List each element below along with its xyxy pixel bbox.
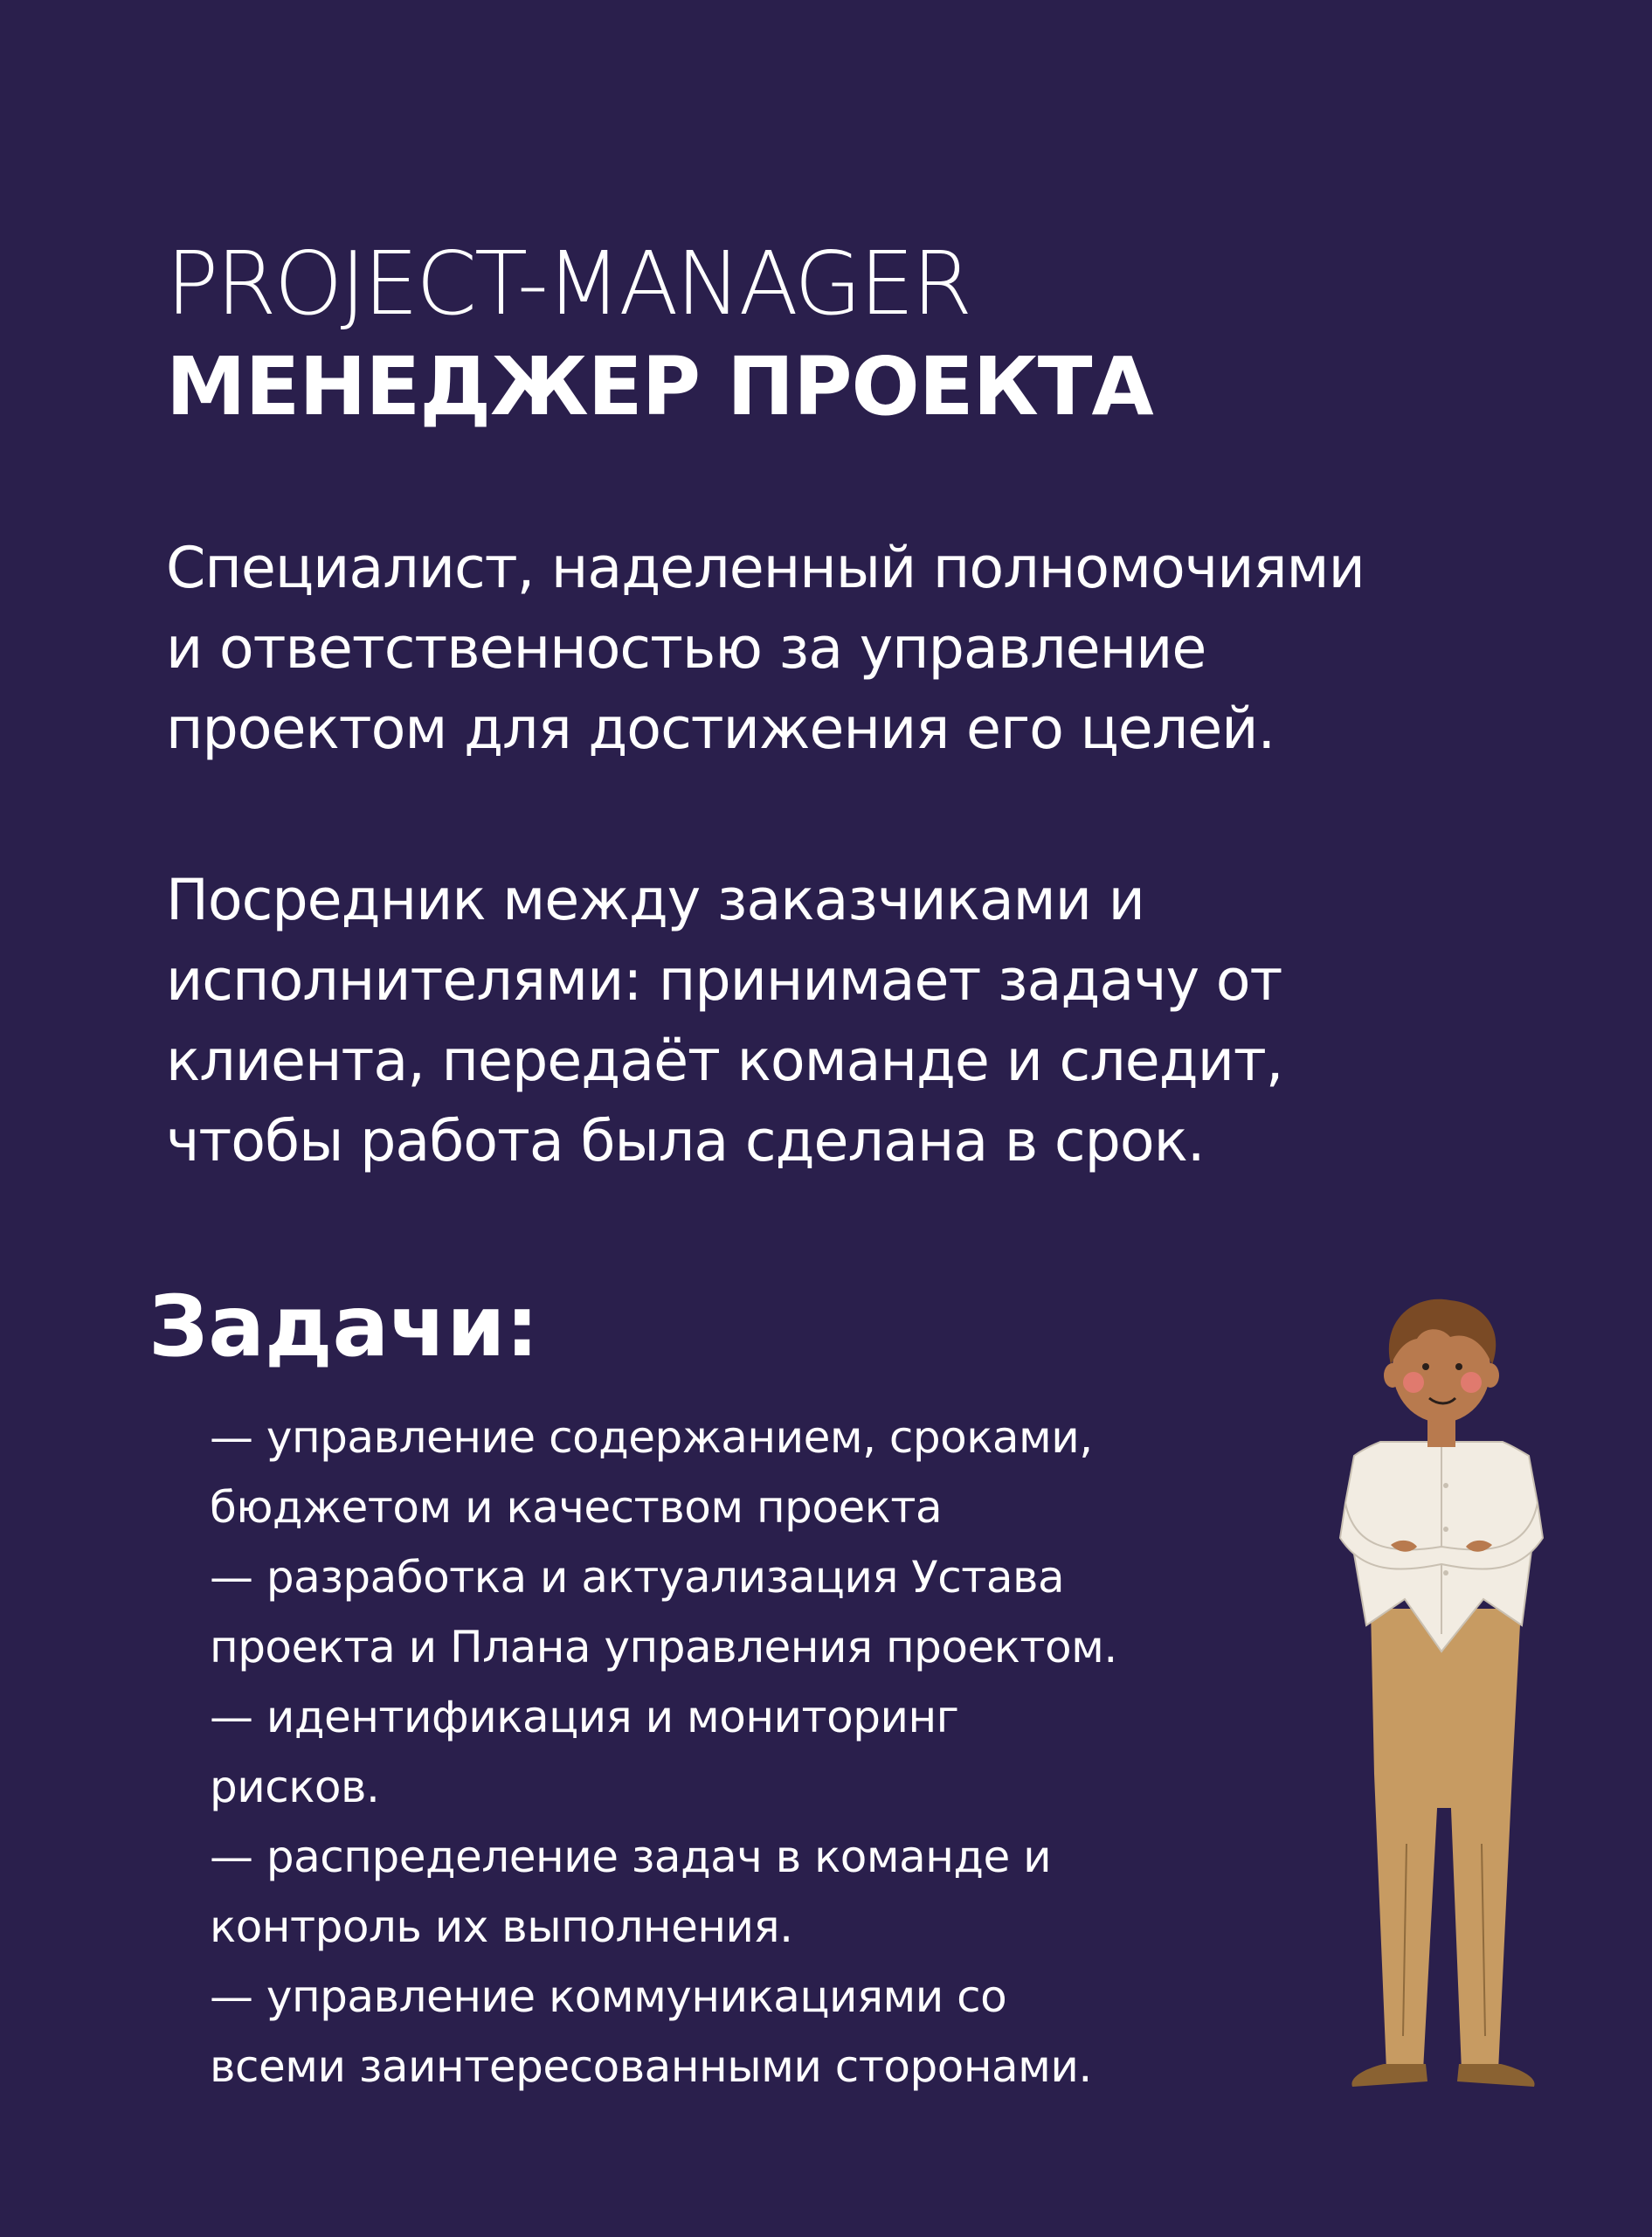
- page-heading-english: PROJECT-MANAGER: [166, 232, 971, 335]
- shoes: [1351, 2064, 1534, 2087]
- task-item: [210, 1402, 1117, 1542]
- trousers: [1370, 1608, 1522, 2071]
- task-item: [210, 1822, 1117, 1962]
- task-item: [210, 1682, 1117, 1822]
- head: [1384, 1299, 1499, 1423]
- paragraph-line: Посредник между заказчиками и: [166, 868, 1144, 933]
- task-line: — идентификация и мониторинг: [210, 1692, 959, 1742]
- task-line: — управление коммуникациями со: [210, 1971, 1007, 2022]
- task-line: — разработка и актуализация Устава: [210, 1552, 1065, 1603]
- paragraph-line: исполнителями: принимает задачу от: [166, 948, 1282, 1014]
- tasks-heading: Задачи:: [149, 1278, 539, 1375]
- task-line: — управление содержанием, сроками,: [210, 1412, 1093, 1463]
- paragraph-line: и ответственностью за управление: [166, 616, 1206, 682]
- task-line: контроль их выполнения.: [210, 1901, 793, 1952]
- task-line: проекта и Плана управления проектом.: [210, 1622, 1117, 1673]
- page-heading-russian: МЕНЕДЖЕР ПРОЕКТА: [166, 340, 1153, 433]
- paragraph-line: Специалист, наделенный полномочиями: [166, 536, 1365, 601]
- task-item: [210, 1542, 1117, 1682]
- intermediary-paragraph: [166, 861, 1282, 1182]
- task-item: [210, 1962, 1117, 2102]
- task-line: рисков.: [210, 1762, 380, 1812]
- tasks-list: [210, 1402, 1117, 2102]
- project-manager-person-illustration: [1319, 1285, 1564, 2097]
- paragraph-line: проектом для достижения его целей.: [166, 696, 1275, 762]
- task-line: бюджетом и качеством проекта: [210, 1482, 943, 1533]
- task-line: всеми заинтересованными сторонами.: [210, 2041, 1092, 2092]
- paragraph-line: клиента, передаёт команде и следит,: [166, 1028, 1283, 1094]
- definition-paragraph: [166, 529, 1365, 770]
- task-line: — распределение задач в команде и: [210, 1832, 1052, 1882]
- paragraph-line: чтобы работа была сделана в срок.: [166, 1109, 1205, 1174]
